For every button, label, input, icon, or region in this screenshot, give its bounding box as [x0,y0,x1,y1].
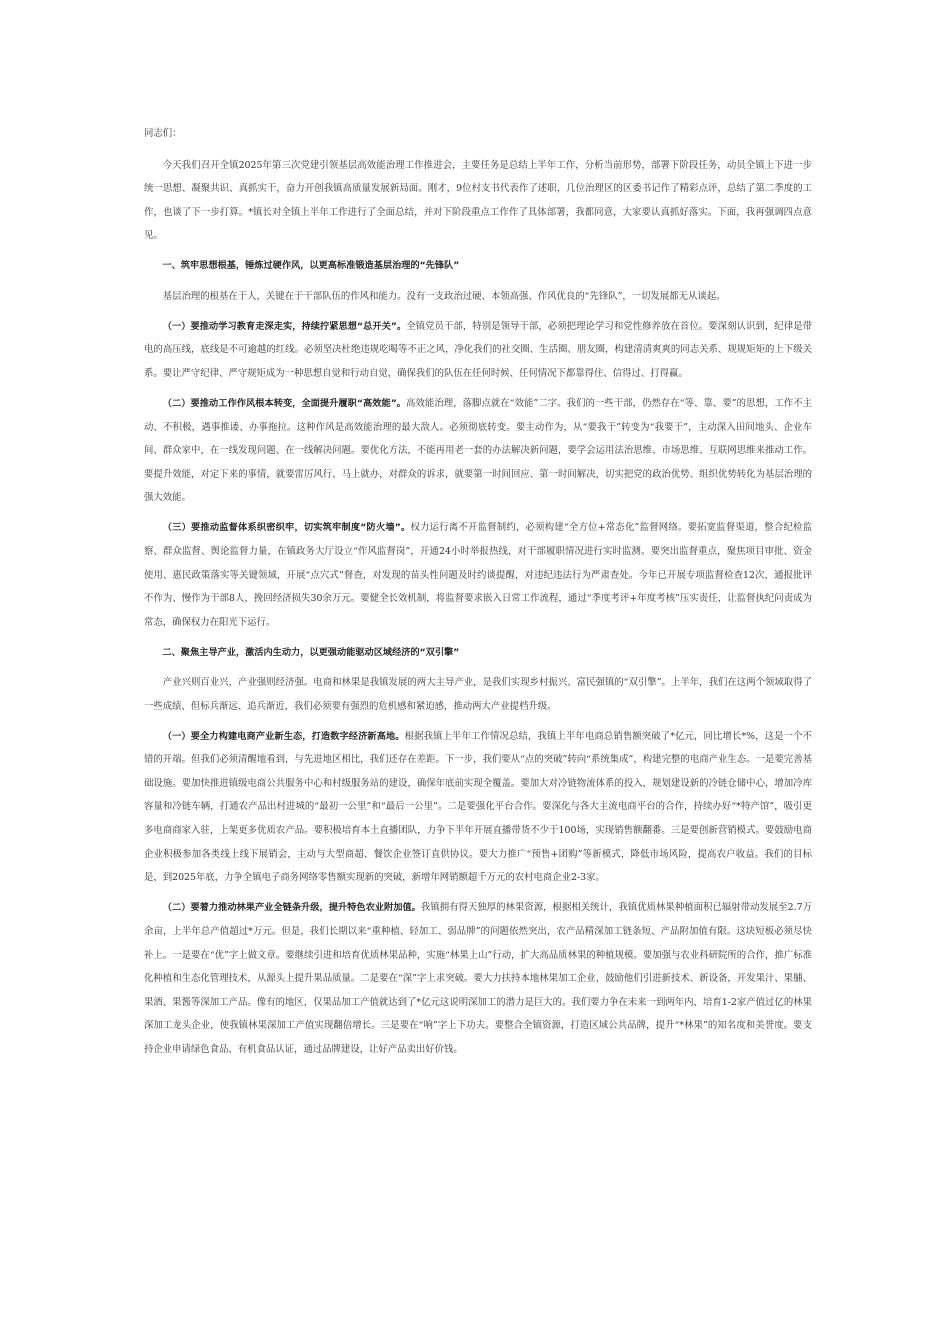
section-2-point-1 [144,725,812,890]
section-1-intro: 基层治理的根基在于人，关键在于干部队伍的作风和能力。没有一支政治过硬、本领高强、作风优良的“先锋队”，一切发展都无从谈起。 [162,290,726,302]
point-lead: （二）要推动工作作风根本转变，全面提升履职“高效能”。 [162,397,407,409]
section-2-intro: 产业兴则百业兴，产业强则经济强。电商和林果是我镇发展的两大主导产业，是我们实现乡村振兴、富民强镇的“双引擎”。上半年，我们在这两个领域取得了一些成绩，但标兵渐远、追兵渐近，我们必须要有强烈的危机感和紧迫感，推动两大产业提档升级。 [144,676,812,712]
section-1-point-1 [144,315,812,386]
section-2-point-2 [144,896,812,1061]
document-page [144,122,812,1068]
point-body: 高效能治理，落脚点就在“效能”二字。我们的一些干部，仍然存在“等、靠、要”的思想，工作不主动、不积极，遇事推诿、办事拖拉。这种作风是高效能治理的最大敌人。必须彻底转变。要主动作为，从“要我干”转变为“我要干”，主动深入田间地头、企业车间、群众家中，在一线发现问题、在一线解决问题。要优化方法，不能再用老一套的办法解决新问题，要学会运用法治思维、市场思维、互联网思维来推动工作。要提升效能，对定下来的事情，就要雷厉风行、马上就办，对群众的诉求，就要第一时间回应、第一时间解决，切实把党的政治优势、组织优势转化为基层治理的强大效能。 [144,397,812,504]
point-lead: （一）要推动学习教育走深走实，持续拧紧思想“总开关”。 [162,320,407,332]
section-2-heading: 二、聚焦主导产业，激活内生动力，以更强动能驱动区域经济的“双引擎” [162,646,460,658]
point-body: 根据我镇上半年工作情况总结，我镇上半年电商总销售额突破了*亿元，同比增长*%，这是一个不错的开端。但我们必须清醒地看到，与先进地区相比，我们还存在差距。下一步，我们要从“点的突破”转向“系统集成”，构建完整的电商产业生态。一是要完善基础设施。要加快推进镇级电商公共服务中心和村级服务站的建设，确保年底前实现全覆盖。要加大对冷链物流体系的投入，规划建设新的冷链仓储中心，增加冷库容量和冷链车辆，打通农产品出村进城的“最初一公里”和“最后一公里”。二是要强化平台合作。要深化与各大主流电商平台的合作，持续办好“*特产馆”，吸引更多电商商家入驻，上架更多优质农产品。要积极培育本土直播团队，力争下半年开展直播带货不少于100场，实现销售额翻番。三是要创新营销模式。要鼓励电商企业积极参加各类线上线下展销会，主动与大型商超、餐饮企业签订直供协议。要大力推广“预售+团购”等新模式，降低市场风险，提高农户收益。我们的目标是，到2025年底，力争全镇电子商务网络零售额实现新的突破，新增年网销额超千万元的农村电商企业2-3家。 [144,730,813,884]
section-1-point-2 [144,392,812,510]
point-lead: （三）要推动监督体系织密织牢，切实筑牢制度“防火墙”。 [162,522,411,534]
point-body: 全镇党员干部，特别是领导干部，必须把理论学习和党性修养放在首位。要深刻认识到，纪律是带电的高压线，底线是不可逾越的红线。必须坚决杜绝违规吃喝等不正之风，净化我们的社交圈、生活圈、朋友圈，构建清清爽爽的同志关系、规规矩矩的上下级关系。要让严守纪律、严守规矩成为一种思想自觉和行动自觉，确保我们的队伍在任何时候、任何情况下都靠得住、信得过、打得赢。 [144,320,812,379]
intro-paragraph: 今天我们召开全镇2025年第三次党建引领基层高效能治理工作推进会，主要任务是总结上半年工作，分析当前形势，部署下阶段任务，动员全镇上下进一步统一思想、凝聚共识、真抓实干，奋力开创我镇高质量发展新局面。刚才，9位村支书代表作了述职，几位治理区的区委书记作了精彩点评，总结了第二季度的工作，也谈了下一步打算。*镇长对全镇上半年工作进行了全面总结，并对下阶段重点工作作了具体部署，我都同意，大家要认真抓好落实。下面，我再强调四点意见。 [144,159,812,242]
point-lead: （一）要全力构建电商产业新生态，打造数字经济新高地。 [162,730,405,742]
section-1-heading: 一、筑牢思想根基，锤炼过硬作风，以更高标准锻造基层治理的“先锋队” [162,260,460,272]
point-lead: （二）要着力推动林果产业全链条升级，提升特色农业附加值。 [162,902,421,914]
point-body: 权力运行离不开监督制约，必须构建“全方位+常态化”监督网络。要拓宽监督渠道，整合纪检监察、群众监督、舆论监督力量，在镇政务大厅设立“作风监督岗”，开通24小时举报热线，对干部履职情况进行实时监测。要突出监督重点，聚焦项目审批、资金使用、惠民政策落实等关键领域，开展“点穴式”督查，对发现的苗头性问题及时约谈提醒，对违纪违法行为严肃查处。今年已开展专项监督检查12次，通报批评不作为、慢作为干部8人，挽回经济损失30余万元。要健全长效机制，将监督要求嵌入日常工作流程，通过“季度考评+年度考核”压实责任，让监督执纪问责成为常态，确保权力在阳光下运行。 [144,522,813,628]
salutation: 同志们： [144,128,182,139]
section-1-point-3 [144,516,812,634]
point-body: 我镇拥有得天独厚的林果资源，根据相关统计，我镇优质林果种植面积已辐射带动发展至2.7万余亩，上半年总产值超过*万元。但是，我们长期以来“重种植、轻加工、弱品牌”的问题依然突出，农产品精深加工链条短、产品附加值有限。这块短板必须尽快补上。一是要在“优”字上做文章。要继续引进和培育优质林果品种，实施“林果上山”行动，扩大高品质林果的种植规模。要加强与农业科研院所的合作，推广标准化种植和生态化管理技术，从源头上提升果品质量。二是要在“深”字上求突破。要大力扶持本地林果加工企业，鼓励他们引进新技术、新设备，开发果汁、果脯、果酒、果酱等深加工产品。像有的地区，仅果品加工产值就达到了*亿元这说明深加工的潜力是巨大的。我们要力争在未来一到两年内，培育1-2家产值过亿的林果深加工龙头企业，使我镇林果深加工产值实现翻倍增长。三是要在“响”字上下功夫。要整合全镇资源，打造区域公共品牌，提升“*林果”的知名度和美誉度。要支持企业申请绿色食品、有机食品认证，通过品牌建设，让好产品卖出好价钱。 [144,902,812,1055]
